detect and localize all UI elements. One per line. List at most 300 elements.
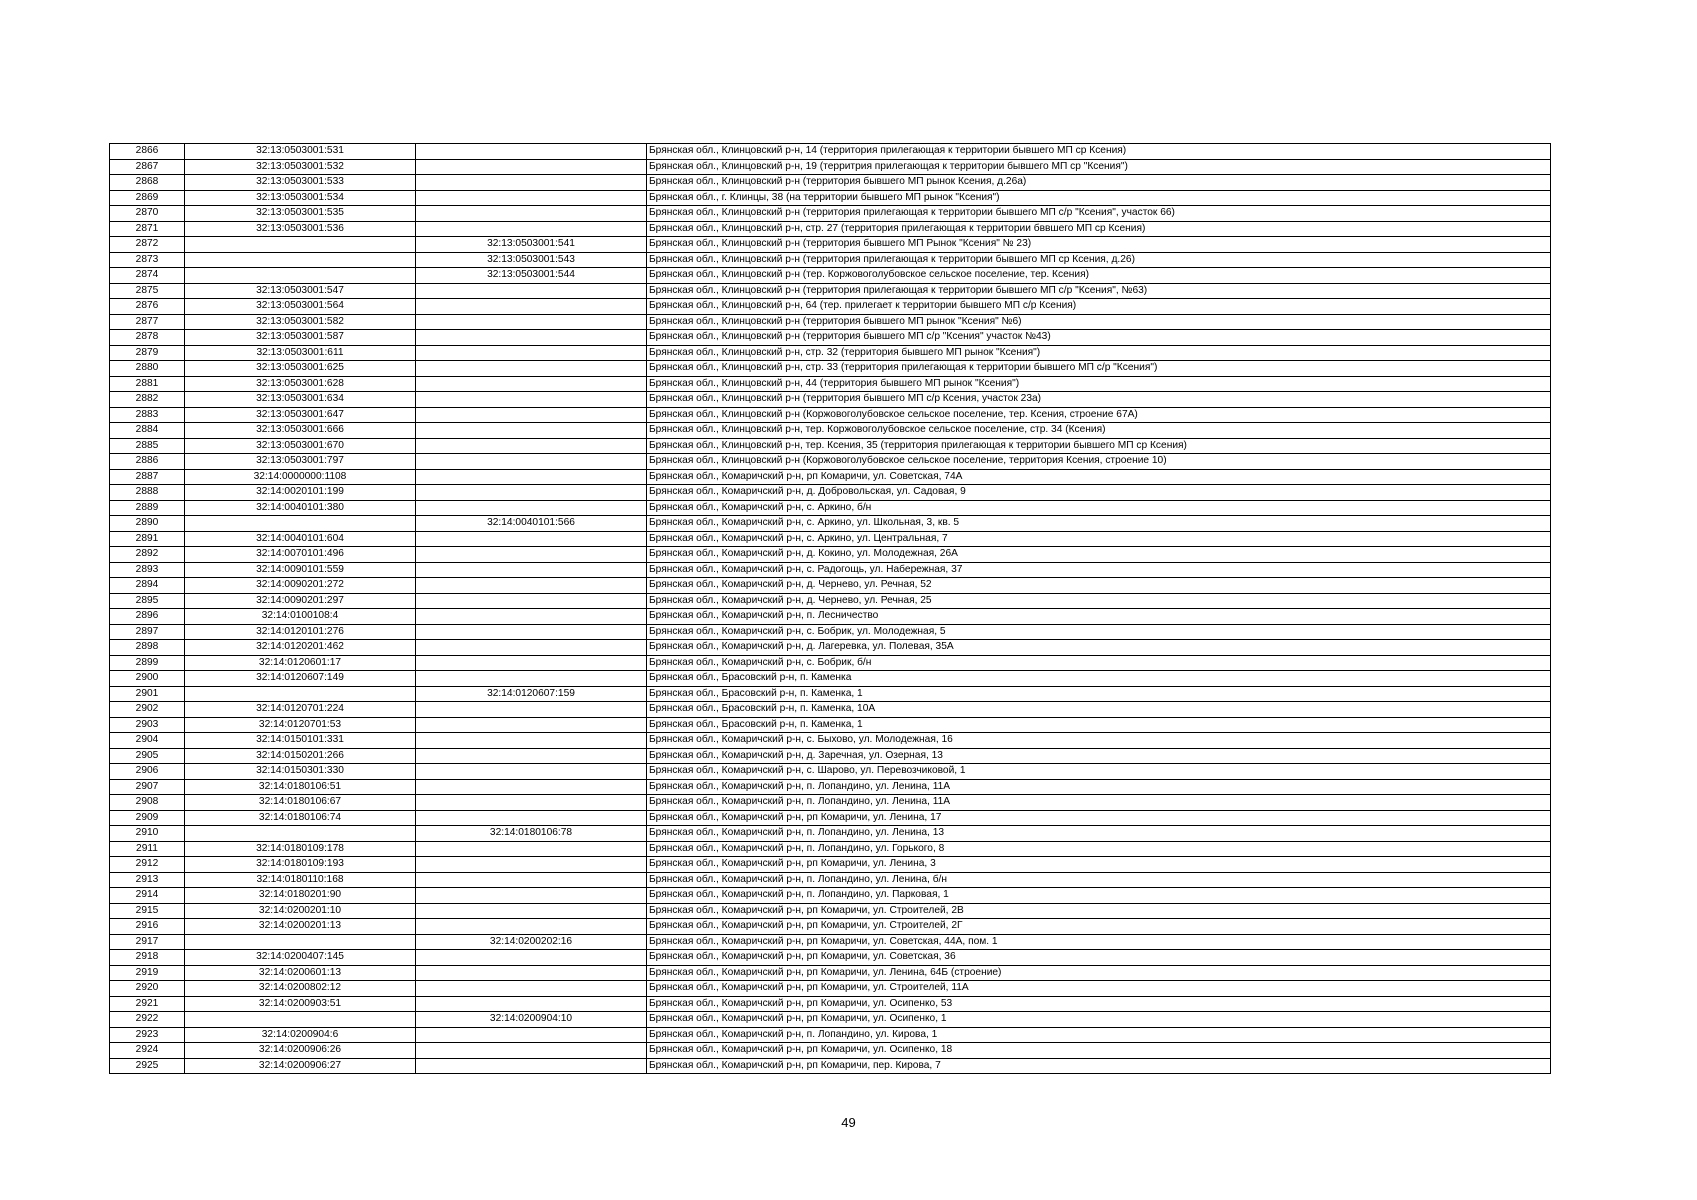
table-row xyxy=(110,516,1551,532)
cadastral-number-cell: 32:14:0070101:496 xyxy=(185,547,416,563)
address-cell: Брянская обл., Клинцовский р-н (территория бывшего МП рынок Ксения, д.26а) xyxy=(647,175,1551,191)
table-row xyxy=(110,252,1551,268)
address-cell: Брянская обл., Комаричский р-н, рп Комаричи, ул. Строителей, 11А xyxy=(647,981,1551,997)
table-row xyxy=(110,702,1551,718)
table-row xyxy=(110,345,1551,361)
cadastral-number-cell: 32:14:0150101:331 xyxy=(185,733,416,749)
cadastral-number-alt-cell xyxy=(416,469,647,485)
address-cell: Брянская обл., Комаричский р-н, с. Бобрик, б/н xyxy=(647,655,1551,671)
cadastral-number-cell: 32:14:0100108:4 xyxy=(185,609,416,625)
row-number-cell: 2918 xyxy=(110,950,185,966)
table-row xyxy=(110,1058,1551,1074)
row-number-cell: 2907 xyxy=(110,779,185,795)
address-cell: Брянская обл., Комаричский р-н, с. Быхово, ул. Молодежная, 16 xyxy=(647,733,1551,749)
row-number-cell: 2876 xyxy=(110,299,185,315)
row-number-cell: 2904 xyxy=(110,733,185,749)
address-cell: Брянская обл., Комаричский р-н, п. Лопандино, ул. Горького, 8 xyxy=(647,841,1551,857)
row-number-cell: 2866 xyxy=(110,144,185,160)
cadastral-number-alt-cell xyxy=(416,779,647,795)
cadastral-number-alt-cell xyxy=(416,376,647,392)
cadastral-number-cell: 32:13:0503001:564 xyxy=(185,299,416,315)
cadastral-number-alt-cell xyxy=(416,841,647,857)
address-cell: Брянская обл., Клинцовский р-н, тер. Коржовоголубовское сельское поселение, стр. 34 (Ксения) xyxy=(647,423,1551,439)
row-number-cell: 2868 xyxy=(110,175,185,191)
cadastral-number-cell: 32:13:0503001:611 xyxy=(185,345,416,361)
table-row xyxy=(110,299,1551,315)
table-row xyxy=(110,733,1551,749)
row-number-cell: 2892 xyxy=(110,547,185,563)
cadastral-number-alt-cell xyxy=(416,454,647,470)
row-number-cell: 2875 xyxy=(110,283,185,299)
row-number-cell: 2901 xyxy=(110,686,185,702)
address-cell: Брянская обл., Комаричский р-н, д. Лагеревка, ул. Полевая, 35А xyxy=(647,640,1551,656)
table-row xyxy=(110,671,1551,687)
address-cell: Брянская обл., Комаричский р-н, рп Комаричи, ул. Осипенко, 53 xyxy=(647,996,1551,1012)
row-number-cell: 2914 xyxy=(110,888,185,904)
address-cell: Брянская обл., Клинцовский р-н, 19 (территрия прилегающая к территории бывшего МП ср "Ксения") xyxy=(647,159,1551,175)
cadastral-number-cell: 32:14:0180106:74 xyxy=(185,810,416,826)
address-cell: Брянская обл., Брасовский р-н, п. Каменка xyxy=(647,671,1551,687)
table-row xyxy=(110,485,1551,501)
table-row xyxy=(110,593,1551,609)
cadastral-number-alt-cell xyxy=(416,283,647,299)
cadastral-number-alt-cell xyxy=(416,190,647,206)
cadastral-number-alt-cell xyxy=(416,345,647,361)
address-cell: Брянская обл., Клинцовский р-н (территория бывшего МП с/р Ксения, участок 23а) xyxy=(647,392,1551,408)
row-number-cell: 2910 xyxy=(110,826,185,842)
cadastral-number-alt-cell xyxy=(416,1027,647,1043)
address-cell: Брянская обл., Клинцовский р-н, 44 (территория бывшего МП рынок "Ксения") xyxy=(647,376,1551,392)
cadastral-number-alt-cell xyxy=(416,144,647,160)
cadastral-number-cell: 32:14:0090101:559 xyxy=(185,562,416,578)
cadastral-number-alt-cell xyxy=(416,764,647,780)
cadastral-number-alt-cell xyxy=(416,655,647,671)
cadastral-number-alt-cell xyxy=(416,314,647,330)
table-row xyxy=(110,221,1551,237)
cadastral-number-cell: 32:14:0040101:604 xyxy=(185,531,416,547)
cadastral-number-cell: 32:14:0200201:13 xyxy=(185,919,416,935)
cadastral-number-cell xyxy=(185,516,416,532)
address-cell: Брянская обл., Клинцовский р-н, 64 (тер. прилегает к территории бывшего МП с/р Ксения) xyxy=(647,299,1551,315)
cadastral-number-alt-cell xyxy=(416,919,647,935)
cadastral-number-alt-cell xyxy=(416,547,647,563)
cadastral-number-cell: 32:14:0200906:26 xyxy=(185,1043,416,1059)
address-cell: Брянская обл., Клинцовский р-н (территория бывшего МП с/р "Ксения" участок №43) xyxy=(647,330,1551,346)
table-row xyxy=(110,268,1551,284)
table-row xyxy=(110,562,1551,578)
table-row xyxy=(110,950,1551,966)
cadastral-number-cell: 32:13:0503001:533 xyxy=(185,175,416,191)
cadastral-number-alt-cell xyxy=(416,438,647,454)
row-number-cell: 2916 xyxy=(110,919,185,935)
table-row xyxy=(110,919,1551,935)
registry-table-body xyxy=(110,144,1551,1074)
cadastral-number-alt-cell xyxy=(416,888,647,904)
cadastral-number-cell: 32:14:0180106:67 xyxy=(185,795,416,811)
row-number-cell: 2899 xyxy=(110,655,185,671)
row-number-cell: 2891 xyxy=(110,531,185,547)
cadastral-number-alt-cell xyxy=(416,159,647,175)
cadastral-number-alt-cell xyxy=(416,795,647,811)
cadastral-number-cell: 32:13:0503001:531 xyxy=(185,144,416,160)
row-number-cell: 2889 xyxy=(110,500,185,516)
cadastral-number-cell xyxy=(185,1012,416,1028)
cadastral-number-alt-cell: 32:13:0503001:543 xyxy=(416,252,647,268)
cadastral-number-cell: 32:14:0150301:330 xyxy=(185,764,416,780)
table-row xyxy=(110,795,1551,811)
table-row xyxy=(110,764,1551,780)
row-number-cell: 2900 xyxy=(110,671,185,687)
cadastral-number-alt-cell xyxy=(416,423,647,439)
address-cell: Брянская обл., Комаричский р-н, рп Комаричи, ул. Советская, 74А xyxy=(647,469,1551,485)
row-number-cell: 2880 xyxy=(110,361,185,377)
table-row xyxy=(110,392,1551,408)
cadastral-number-alt-cell: 32:14:0200904:10 xyxy=(416,1012,647,1028)
cadastral-number-cell: 32:14:0180201:90 xyxy=(185,888,416,904)
table-row xyxy=(110,500,1551,516)
cadastral-number-cell: 32:14:0180109:193 xyxy=(185,857,416,873)
row-number-cell: 2908 xyxy=(110,795,185,811)
cadastral-number-cell: 32:14:0120101:276 xyxy=(185,624,416,640)
page-number: 49 xyxy=(841,1115,856,1130)
cadastral-number-alt-cell xyxy=(416,206,647,222)
row-number-cell: 2878 xyxy=(110,330,185,346)
table-row xyxy=(110,1027,1551,1043)
table-row xyxy=(110,981,1551,997)
table-row xyxy=(110,407,1551,423)
address-cell: Брянская обл., Комаричский р-н, с. Аркино, б/н xyxy=(647,500,1551,516)
cadastral-number-cell: 32:14:0200906:27 xyxy=(185,1058,416,1074)
cadastral-number-cell: 32:14:0200802:12 xyxy=(185,981,416,997)
row-number-cell: 2887 xyxy=(110,469,185,485)
address-cell: Брянская обл., Комаричский р-н, д. Кокино, ул. Молодежная, 26А xyxy=(647,547,1551,563)
table-row xyxy=(110,190,1551,206)
table-row xyxy=(110,655,1551,671)
table-row xyxy=(110,376,1551,392)
table-row xyxy=(110,531,1551,547)
cadastral-number-alt-cell xyxy=(416,593,647,609)
cadastral-number-cell: 32:14:0200904:6 xyxy=(185,1027,416,1043)
cadastral-number-alt-cell xyxy=(416,733,647,749)
address-cell: Брянская обл., Клинцовский р-н, стр. 33 (территория прилегающая к территории бывшего МП с/р "Ксения") xyxy=(647,361,1551,377)
cadastral-number-alt-cell xyxy=(416,671,647,687)
cadastral-number-cell xyxy=(185,268,416,284)
table-row xyxy=(110,872,1551,888)
cadastral-number-alt-cell xyxy=(416,748,647,764)
address-cell: Брянская обл., Комаричский р-н, д. Чернево, ул. Речная, 52 xyxy=(647,578,1551,594)
cadastral-number-alt-cell xyxy=(416,996,647,1012)
address-cell: Брянская обл., Комаричский р-н, с. Шарово, ул. Перевозчиковой, 1 xyxy=(647,764,1551,780)
address-cell: Брянская обл., Комаричский р-н, п. Лопандино, ул. Ленина, 11А xyxy=(647,795,1551,811)
row-number-cell: 2890 xyxy=(110,516,185,532)
cadastral-number-cell: 32:13:0503001:634 xyxy=(185,392,416,408)
row-number-cell: 2920 xyxy=(110,981,185,997)
address-cell: Брянская обл., Клинцовский р-н (территория прилегающая к территории бывшего МП ср Ксения, д.26) xyxy=(647,252,1551,268)
table-row xyxy=(110,748,1551,764)
cadastral-number-cell: 32:14:0150201:266 xyxy=(185,748,416,764)
table-row xyxy=(110,717,1551,733)
row-number-cell: 2906 xyxy=(110,764,185,780)
cadastral-number-cell: 32:14:0000000:1108 xyxy=(185,469,416,485)
cadastral-number-cell: 32:13:0503001:797 xyxy=(185,454,416,470)
row-number-cell: 2884 xyxy=(110,423,185,439)
row-number-cell: 2886 xyxy=(110,454,185,470)
cadastral-number-alt-cell xyxy=(416,857,647,873)
row-number-cell: 2883 xyxy=(110,407,185,423)
cadastral-number-alt-cell xyxy=(416,717,647,733)
table-row xyxy=(110,159,1551,175)
table-row xyxy=(110,609,1551,625)
cadastral-number-cell: 32:14:0120601:17 xyxy=(185,655,416,671)
address-cell: Брянская обл., г. Клинцы, 38 (на территории бывшего МП рынок "Ксения") xyxy=(647,190,1551,206)
cadastral-number-cell: 32:13:0503001:587 xyxy=(185,330,416,346)
cadastral-number-cell: 32:14:0180106:51 xyxy=(185,779,416,795)
address-cell: Брянская обл., Клинцовский р-н, 14 (территория прилегающая к территории бывшего МП ср Ксения) xyxy=(647,144,1551,160)
cadastral-number-cell: 32:13:0503001:532 xyxy=(185,159,416,175)
cadastral-number-cell xyxy=(185,237,416,253)
cadastral-number-cell: 32:14:0040101:380 xyxy=(185,500,416,516)
table-row xyxy=(110,1012,1551,1028)
cadastral-number-cell: 32:13:0503001:625 xyxy=(185,361,416,377)
table-row xyxy=(110,857,1551,873)
table-row xyxy=(110,314,1551,330)
cadastral-number-cell: 32:14:0200201:10 xyxy=(185,903,416,919)
cadastral-number-alt-cell: 32:14:0120607:159 xyxy=(416,686,647,702)
table-row xyxy=(110,547,1551,563)
cadastral-number-cell: 32:14:0180110:168 xyxy=(185,872,416,888)
cadastral-number-alt-cell xyxy=(416,531,647,547)
row-number-cell: 2896 xyxy=(110,609,185,625)
address-cell: Брянская обл., Брасовский р-н, п. Каменка, 10А xyxy=(647,702,1551,718)
row-number-cell: 2885 xyxy=(110,438,185,454)
address-cell: Брянская обл., Брасовский р-н, п. Каменка, 1 xyxy=(647,686,1551,702)
cadastral-number-alt-cell xyxy=(416,640,647,656)
address-cell: Брянская обл., Клинцовский р-н (территория прилегающая к территории бывшего МП с/р "Ксения", участок 66) xyxy=(647,206,1551,222)
row-number-cell: 2873 xyxy=(110,252,185,268)
address-cell: Брянская обл., Клинцовский р-н, стр. 32 (территория бывшего МП рынок "Ксения") xyxy=(647,345,1551,361)
cadastral-number-alt-cell: 32:14:0200202:16 xyxy=(416,934,647,950)
cadastral-number-alt-cell xyxy=(416,609,647,625)
cadastral-number-cell: 32:14:0180109:178 xyxy=(185,841,416,857)
cadastral-number-cell: 32:14:0200601:13 xyxy=(185,965,416,981)
address-cell: Брянская обл., Комаричский р-н, рп Комаричи, ул. Строителей, 2В xyxy=(647,903,1551,919)
row-number-cell: 2869 xyxy=(110,190,185,206)
row-number-cell: 2917 xyxy=(110,934,185,950)
registry-table xyxy=(109,143,1551,1074)
address-cell: Брянская обл., Клинцовский р-н (тер. Коржовоголубовское сельское поселение, тер. Ксения) xyxy=(647,268,1551,284)
cadastral-number-cell: 32:14:0120701:53 xyxy=(185,717,416,733)
row-number-cell: 2893 xyxy=(110,562,185,578)
cadastral-number-alt-cell xyxy=(416,330,647,346)
table-row xyxy=(110,996,1551,1012)
address-cell: Брянская обл., Комаричский р-н, рп Комаричи, ул. Ленина, 64Б (строение) xyxy=(647,965,1551,981)
row-number-cell: 2921 xyxy=(110,996,185,1012)
address-cell: Брянская обл., Комаричский р-н, рп Комаричи, ул. Осипенко, 18 xyxy=(647,1043,1551,1059)
cadastral-number-cell: 32:13:0503001:536 xyxy=(185,221,416,237)
address-cell: Брянская обл., Клинцовский р-н, тер. Ксения, 35 (территория прилегающая к территории бывшего МП ср Ксения) xyxy=(647,438,1551,454)
table-row xyxy=(110,640,1551,656)
cadastral-number-cell xyxy=(185,826,416,842)
row-number-cell: 2919 xyxy=(110,965,185,981)
table-row xyxy=(110,810,1551,826)
table-row xyxy=(110,454,1551,470)
table-row xyxy=(110,826,1551,842)
row-number-cell: 2925 xyxy=(110,1058,185,1074)
address-cell: Брянская обл., Клинцовский р-н, стр. 27 (территория прилегающая к территории бввшего МП ср Ксения) xyxy=(647,221,1551,237)
cadastral-number-alt-cell xyxy=(416,299,647,315)
row-number-cell: 2912 xyxy=(110,857,185,873)
row-number-cell: 2882 xyxy=(110,392,185,408)
cadastral-number-cell xyxy=(185,252,416,268)
row-number-cell: 2924 xyxy=(110,1043,185,1059)
table-row xyxy=(110,934,1551,950)
cadastral-number-alt-cell xyxy=(416,981,647,997)
address-cell: Брянская обл., Комаричский р-н, рп Комаричи, ул. Строителей, 2Г xyxy=(647,919,1551,935)
table-row xyxy=(110,624,1551,640)
cadastral-number-cell: 32:14:0120201:462 xyxy=(185,640,416,656)
address-cell: Брянская обл., Клинцовский р-н (территория бывшего МП Рынок "Ксения" № 23) xyxy=(647,237,1551,253)
cadastral-number-alt-cell xyxy=(416,872,647,888)
row-number-cell: 2879 xyxy=(110,345,185,361)
address-cell: Брянская обл., Клинцовский р-н (территория бывшего МП рынок "Ксения" №6) xyxy=(647,314,1551,330)
cadastral-number-alt-cell xyxy=(416,624,647,640)
cadastral-number-cell: 32:13:0503001:535 xyxy=(185,206,416,222)
table-row xyxy=(110,779,1551,795)
row-number-cell: 2867 xyxy=(110,159,185,175)
address-cell: Брянская обл., Комаричский р-н, п. Лопандино, ул. Ленина, б/н xyxy=(647,872,1551,888)
row-number-cell: 2909 xyxy=(110,810,185,826)
table-row xyxy=(110,841,1551,857)
cadastral-number-cell: 32:14:0200407:145 xyxy=(185,950,416,966)
cadastral-number-alt-cell xyxy=(416,500,647,516)
table-row xyxy=(110,206,1551,222)
cadastral-number-cell: 32:14:0090201:297 xyxy=(185,593,416,609)
table-row xyxy=(110,423,1551,439)
address-cell: Брянская обл., Комаричский р-н, с. Бобрик, ул. Молодежная, 5 xyxy=(647,624,1551,640)
cadastral-number-alt-cell: 32:14:0180106:78 xyxy=(416,826,647,842)
cadastral-number-alt-cell xyxy=(416,407,647,423)
table-row xyxy=(110,283,1551,299)
table-row xyxy=(110,438,1551,454)
cadastral-number-alt-cell xyxy=(416,965,647,981)
address-cell: Брянская обл., Комаричский р-н, п. Лопандино, ул. Парковая, 1 xyxy=(647,888,1551,904)
row-number-cell: 2877 xyxy=(110,314,185,330)
address-cell: Брянская обл., Комаричский р-н, п. Лопандино, ул. Ленина, 13 xyxy=(647,826,1551,842)
row-number-cell: 2913 xyxy=(110,872,185,888)
address-cell: Брянская обл., Комаричский р-н, п. Лопандино, ул. Кирова, 1 xyxy=(647,1027,1551,1043)
cadastral-number-cell: 32:13:0503001:534 xyxy=(185,190,416,206)
row-number-cell: 2881 xyxy=(110,376,185,392)
address-cell: Брянская обл., Комаричский р-н, д. Чернево, ул. Речная, 25 xyxy=(647,593,1551,609)
address-cell: Брянская обл., Комаричский р-н, п. Лопандино, ул. Ленина, 11А xyxy=(647,779,1551,795)
address-cell: Брянская обл., Клинцовский р-н (Коржовоголубовское сельское поселение, тер. Ксения, строение 67А) xyxy=(647,407,1551,423)
table-row xyxy=(110,237,1551,253)
row-number-cell: 2894 xyxy=(110,578,185,594)
cadastral-number-alt-cell xyxy=(416,903,647,919)
address-cell: Брянская обл., Комаричский р-н, д. Заречная, ул. Озерная, 13 xyxy=(647,748,1551,764)
cadastral-number-alt-cell xyxy=(416,562,647,578)
row-number-cell: 2871 xyxy=(110,221,185,237)
cadastral-number-alt-cell: 32:13:0503001:544 xyxy=(416,268,647,284)
cadastral-number-cell: 32:14:0120701:224 xyxy=(185,702,416,718)
cadastral-number-alt-cell xyxy=(416,221,647,237)
row-number-cell: 2903 xyxy=(110,717,185,733)
cadastral-number-cell: 32:13:0503001:582 xyxy=(185,314,416,330)
table-row xyxy=(110,175,1551,191)
row-number-cell: 2872 xyxy=(110,237,185,253)
cadastral-number-cell: 32:14:0090201:272 xyxy=(185,578,416,594)
cadastral-number-alt-cell xyxy=(416,810,647,826)
cadastral-number-alt-cell xyxy=(416,485,647,501)
table-row xyxy=(110,469,1551,485)
address-cell: Брянская обл., Комаричский р-н, д. Добровольская, ул. Садовая, 9 xyxy=(647,485,1551,501)
row-number-cell: 2915 xyxy=(110,903,185,919)
address-cell: Брянская обл., Комаричский р-н, с. Аркино, ул. Школьная, 3, кв. 5 xyxy=(647,516,1551,532)
address-cell: Брянская обл., Клинцовский р-н (Коржовоголубовское сельское поселение, территория Ксения, строение 10) xyxy=(647,454,1551,470)
address-cell: Брянская обл., Комаричский р-н, рп Комаричи, ул. Советская, 36 xyxy=(647,950,1551,966)
cadastral-number-cell: 32:13:0503001:670 xyxy=(185,438,416,454)
cadastral-number-alt-cell xyxy=(416,578,647,594)
cadastral-number-cell xyxy=(185,934,416,950)
address-cell: Брянская обл., Комаричский р-н, рп Комаричи, пер. Кирова, 7 xyxy=(647,1058,1551,1074)
row-number-cell: 2874 xyxy=(110,268,185,284)
table-row xyxy=(110,144,1551,160)
address-cell: Брянская обл., Комаричский р-н, рп Комаричи, ул. Ленина, 17 xyxy=(647,810,1551,826)
cadastral-number-cell: 32:13:0503001:647 xyxy=(185,407,416,423)
table-row xyxy=(110,361,1551,377)
cadastral-number-alt-cell xyxy=(416,392,647,408)
address-cell: Брянская обл., Комаричский р-н, рп Комаричи, ул. Осипенко, 1 xyxy=(647,1012,1551,1028)
address-cell: Брянская обл., Комаричский р-н, рп Комаричи, ул. Советская, 44А, пом. 1 xyxy=(647,934,1551,950)
table-row xyxy=(110,888,1551,904)
cadastral-number-alt-cell: 32:13:0503001:541 xyxy=(416,237,647,253)
row-number-cell: 2888 xyxy=(110,485,185,501)
address-cell: Брянская обл., Комаричский р-н, рп Комаричи, ул. Ленина, 3 xyxy=(647,857,1551,873)
cadastral-number-alt-cell xyxy=(416,1058,647,1074)
address-cell: Брянская обл., Брасовский р-н, п. Каменка, 1 xyxy=(647,717,1551,733)
table-row xyxy=(110,1043,1551,1059)
cadastral-number-alt-cell xyxy=(416,361,647,377)
cadastral-number-alt-cell xyxy=(416,1043,647,1059)
cadastral-number-alt-cell xyxy=(416,950,647,966)
table-row xyxy=(110,330,1551,346)
row-number-cell: 2911 xyxy=(110,841,185,857)
cadastral-number-alt-cell: 32:14:0040101:566 xyxy=(416,516,647,532)
cadastral-number-cell: 32:14:0020101:199 xyxy=(185,485,416,501)
table-row xyxy=(110,686,1551,702)
row-number-cell: 2870 xyxy=(110,206,185,222)
row-number-cell: 2923 xyxy=(110,1027,185,1043)
cadastral-number-cell xyxy=(185,686,416,702)
cadastral-number-alt-cell xyxy=(416,702,647,718)
cadastral-number-alt-cell xyxy=(416,175,647,191)
address-cell: Брянская обл., Клинцовский р-н (территория прилегающая к территории бывшего МП с/р "Ксения", №63) xyxy=(647,283,1551,299)
address-cell: Брянская обл., Комаричский р-н, с. Аркино, ул. Центральная, 7 xyxy=(647,531,1551,547)
row-number-cell: 2902 xyxy=(110,702,185,718)
row-number-cell: 2898 xyxy=(110,640,185,656)
row-number-cell: 2895 xyxy=(110,593,185,609)
address-cell: Брянская обл., Комаричский р-н, п. Лесничество xyxy=(647,609,1551,625)
address-cell: Брянская обл., Комаричский р-н, с. Радогощь, ул. Набережная, 37 xyxy=(647,562,1551,578)
row-number-cell: 2922 xyxy=(110,1012,185,1028)
cadastral-number-cell: 32:13:0503001:666 xyxy=(185,423,416,439)
cadastral-number-cell: 32:14:0200903:51 xyxy=(185,996,416,1012)
cadastral-number-cell: 32:14:0120607:149 xyxy=(185,671,416,687)
cadastral-number-cell: 32:13:0503001:547 xyxy=(185,283,416,299)
cadastral-number-cell: 32:13:0503001:628 xyxy=(185,376,416,392)
table-row xyxy=(110,903,1551,919)
table-row xyxy=(110,965,1551,981)
